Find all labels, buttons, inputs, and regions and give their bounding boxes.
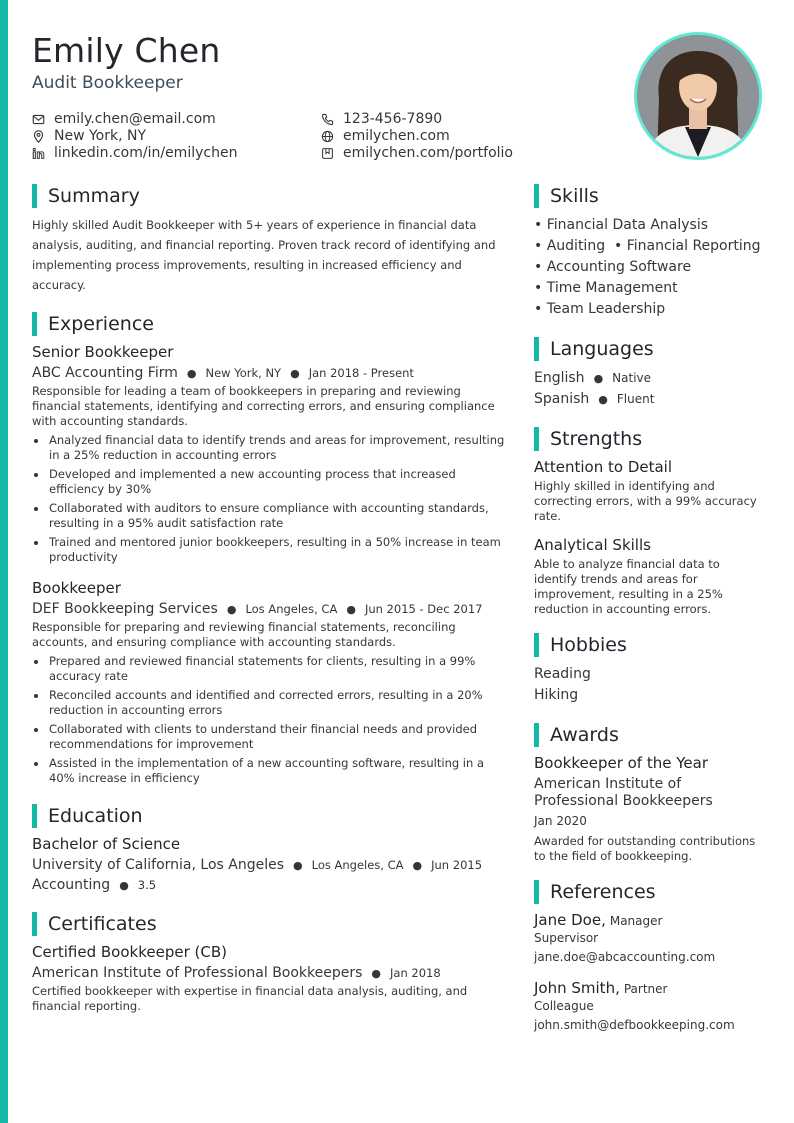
job-meta [32,601,512,617]
certificates-section [32,912,512,1014]
portfolio-icon [321,147,334,160]
achievement-item: Analyzed financial data to identify trends and areas for improvement, resulting in a 25% reduction in accounting errors [32,433,512,463]
field-of-study: Accounting [32,877,111,893]
award-name: Bookkeeper of the Year [534,754,708,772]
school-name: University of California, Los Angeles [32,857,285,873]
skills-list [534,215,764,320]
strength-text: Able to analyze financial data to identify trends and areas for improvement, resulting in a 25% reduction in accounting errors. [534,557,723,616]
contact-email[interactable] [32,111,321,127]
graduation-date: Jun 2015 [431,858,483,872]
certificate-issuer: American Institute of Professional Bookkeepers [32,965,363,981]
contact-linkedin[interactable] [32,145,321,161]
skill-item: Financial Reporting [626,238,761,254]
skill-item: Financial Data Analysis [546,217,709,233]
contact-linkedin-text: linkedin.com/in/emilychen [54,145,238,161]
section-title-education: Education [32,804,512,828]
certificate-name: Certified Bookkeeper (CB) [32,943,227,961]
skill-item: Auditing [546,238,606,254]
reference-entry [534,911,764,967]
section-title-strengths: Strengths [534,427,764,451]
resume-header [32,30,622,161]
reference-entry [534,979,764,1035]
linkedin-icon [32,147,45,160]
candidate-name: Emily Chen [32,31,221,70]
hobby-item: Reading [534,666,591,682]
summary-section [32,184,512,295]
award-issuer: American Institute of Professional Bookkeepers [534,776,713,809]
contact-location [32,128,321,144]
job-meta [32,365,512,381]
hobbies-section [534,633,764,706]
language-item [534,389,764,410]
contact-location-text: New York, NY [54,128,147,144]
certificate-meta [32,965,512,981]
summary-text: Highly skilled Audit Bookkeeper with 5+ years of experience in financial data analysis, auditing, and financial reporting. Proven track record of identifying and implementing process improvements, resulting in increased efficiency and accuracy. [32,218,496,292]
job-achievements [32,433,512,565]
reference-name-line [534,979,764,997]
contact-email-text: emily.chen@email.com [54,111,216,127]
section-title-certificates: Certificates [32,912,512,936]
skill-row: • Accounting Software [534,259,692,275]
separator-dot: ● [186,367,197,380]
reference-role: Partner [623,982,668,996]
skill-row: • Time Management [534,280,678,296]
language-level: Fluent [616,392,655,406]
skill-row: • Financial Data Analysis [534,217,709,233]
education-meta [32,857,512,873]
reference-email[interactable]: john.smith@defbookkeeping.com [534,1018,735,1032]
job-entry [32,343,512,565]
globe-icon [321,130,334,143]
experience-section [32,312,512,786]
achievement-item: Developed and implemented a new accounting process that increased efficiency by 30% [32,467,512,497]
phone-icon [321,113,334,126]
contact-portfolio-text: emilychen.com/portfolio [343,145,513,161]
skill-item: Team Leadership [546,301,666,317]
awards-section [534,723,764,864]
contact-phone[interactable] [321,111,611,127]
section-title-references: References [534,880,764,904]
section-title-summary: Summary [32,184,512,208]
separator-dot: ● [290,367,300,380]
strength-title: Attention to Detail [534,458,673,476]
reference-name: John Smith, [534,979,620,997]
job-achievements [32,654,512,786]
hobby-item: Hiking [534,687,579,703]
section-title-awards: Awards [534,723,764,747]
language-level: Native [612,371,652,385]
reference-relation: Colleague [534,999,594,1013]
reference-relation: Supervisor [534,931,599,945]
skill-row: • Auditing • Financial Reporting [534,238,761,254]
achievement-item: Collaborated with clients to understand their financial needs and provided recommendations for improvement [32,722,512,752]
profile-photo [637,35,759,157]
achievement-item: Trained and mentored junior bookkeepers, resulting in a 50% increase in team productivity [32,535,512,565]
mail-icon [32,113,45,126]
achievement-item: Prepared and reviewed financial statements for clients, resulting in a 99% accuracy rate [32,654,512,684]
job-entry [32,579,512,786]
job-dates: Jan 2018 - Present [308,366,414,380]
skill-item: Accounting Software [546,259,692,275]
section-title-languages: Languages [534,337,764,361]
skill-row: • Team Leadership [534,301,666,317]
gpa-value: 3.5 [137,878,157,892]
school-location: Los Angeles, CA [311,858,404,872]
side-column [534,184,764,1035]
reference-role: Manager [609,914,663,928]
separator-dot: ● [293,859,303,872]
reference-email[interactable]: jane.doe@abcaccounting.com [534,950,716,964]
language-name: English [534,370,585,386]
separator-dot: ● [346,603,356,616]
section-title-experience: Experience [32,312,512,336]
award-description: Awarded for outstanding contributions to the field of bookkeeping. [534,834,756,863]
contact-portfolio[interactable] [321,145,611,161]
separator-dot: ● [412,859,423,872]
skills-section [534,184,764,320]
reference-name: Jane Doe, [534,911,606,929]
language-name: Spanish [534,391,590,407]
strength-text: Highly skilled in identifying and correcting errors, with a 99% accuracy rate. [534,479,757,523]
job-dates: Jun 2015 - Dec 2017 [364,602,483,616]
degree-title: Bachelor of Science [32,835,181,853]
contact-list [32,111,622,161]
avatar [634,32,762,160]
separator-dot: ● [593,372,604,385]
section-title-skills: Skills [534,184,764,208]
job-company: DEF Bookkeeping Services [32,601,218,617]
job-location: New York, NY [205,366,282,380]
accent-side-bar [0,0,8,1123]
job-description: Responsible for preparing and reviewing financial statements, reconciling accounts, and ensuring compliance with accounting standards. [32,620,456,649]
languages-section [534,337,764,410]
strengths-section [534,427,764,617]
achievement-item: Assisted in the implementation of a new accounting software, resulting in a 40% increase in efficiency [32,756,512,786]
achievement-item: Reconciled accounts and identified and corrected errors, resulting in a 20% reduction in accounting errors [32,688,512,718]
separator-dot: ● [226,603,237,616]
separator-dot: ● [371,967,382,980]
education-section [32,804,512,893]
certificate-date: Jan 2018 [390,966,441,980]
contact-website[interactable] [321,128,611,144]
separator-dot: ● [598,393,608,406]
job-description: Responsible for leading a team of bookkeepers in preparing and reviewing financial statements, identifying and correcting errors, and ensuring compliance with accounting standards. [32,384,495,428]
references-section [534,880,764,1035]
location-icon [32,130,45,143]
achievement-item: Collaborated with auditors to ensure compliance with accounting standards, resulting in a 95% audit satisfaction rate [32,501,512,531]
strength-title: Analytical Skills [534,536,651,554]
contact-phone-text: 123-456-7890 [343,111,443,127]
contact-website-text: emilychen.com [343,128,450,144]
reference-name-line [534,911,764,929]
main-column [32,184,512,1014]
separator-dot: ● [119,879,129,892]
skill-item: Time Management [546,280,678,296]
language-item [534,368,764,389]
award-date: Jan 2020 [534,814,587,828]
candidate-role: Audit Bookkeeper [32,73,183,93]
job-title: Senior Bookkeeper [32,343,174,361]
job-company: ABC Accounting Firm [32,365,178,381]
job-location: Los Angeles, CA [245,602,338,616]
job-title: Bookkeeper [32,579,121,597]
section-title-hobbies: Hobbies [534,633,764,657]
certificate-description: Certified bookkeeper with expertise in financial data analysis, auditing, and financial reporting. [32,984,468,1013]
education-field-meta [32,877,512,893]
